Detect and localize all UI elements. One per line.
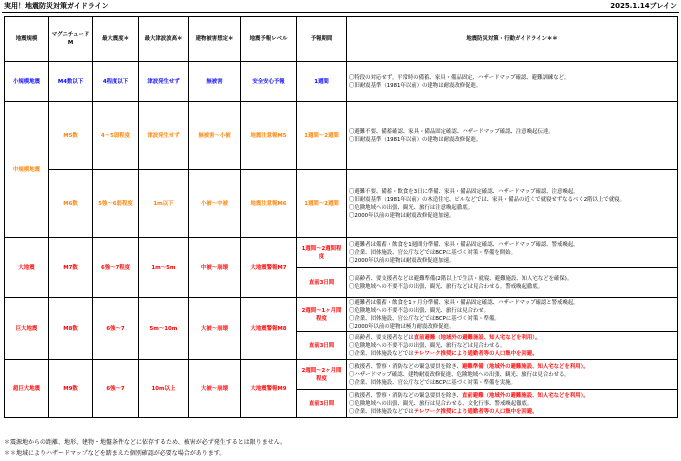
guide-cell bbox=[347, 170, 678, 238]
guide-cell bbox=[347, 332, 678, 360]
col-magnitude: マグニチュードM bbox=[49, 17, 93, 62]
guide-cell bbox=[347, 360, 678, 390]
tsunami-cell: 10m以上 bbox=[139, 360, 189, 418]
col-period: 予報期間 bbox=[297, 17, 347, 62]
mag-cell: M5数 bbox=[49, 102, 93, 170]
guide-line: 〇ハザードマップ確認、建物耐震改修促進、危険地域への出張、観光、旅行は見合わせる。 bbox=[349, 371, 570, 378]
scale-cell: 巨大地震 bbox=[5, 298, 49, 360]
period-cell: 1週間～2週間 bbox=[297, 102, 347, 170]
table-row bbox=[5, 102, 678, 170]
footnote-2: ＊＊地域によりハザードマップなどを踏まえた個別確認が必要な場合があります。 bbox=[4, 450, 226, 457]
mag-cell: M9数 bbox=[49, 360, 93, 418]
guide-line bbox=[349, 392, 675, 400]
tsunami-cell: 5m～10m bbox=[139, 298, 189, 360]
guide-line: 〇特段の対応せず。平常時の備蓄、家具・備品固定、ハザードマップ確認、避難訓練など。 bbox=[349, 74, 570, 81]
tsunami-cell: 1m～5m bbox=[139, 238, 189, 298]
period-cell: 直前3日間 bbox=[297, 268, 347, 298]
guide-line: 〇旧耐震基準（1981年以前）の建物は耐震改修促進。 bbox=[349, 82, 482, 89]
intensity-cell: 4～5弱程度 bbox=[93, 102, 139, 170]
guide-line: 〇危険地域への出張、観光、旅行は注意喚起徹底。 bbox=[349, 204, 473, 211]
guide-line: 〇企業、団体施設、官公庁などではBCPに基づく対策・準備。 bbox=[349, 315, 500, 322]
mag-cell: M7数 bbox=[49, 238, 93, 298]
damage-cell: 小被～中被 bbox=[189, 170, 241, 238]
guide-highlight: テレワーク推奨により通勤者等の人口集中を回避。 bbox=[413, 350, 538, 357]
guide-line: 〇高齢者、要支援者などは避難準備(2階以上で生活・就寝、避難施設、知人宅などを確保)。 bbox=[349, 275, 573, 282]
intensity-cell: 6強～7程度 bbox=[93, 238, 139, 298]
guide-line: 〇危険地域への不要不急の出張、観光、旅行などは見合わせる。警戒喚起徹底。 bbox=[349, 283, 544, 290]
guide-line: 〇危険地域への出張、観光、旅行は見合わせる、文化行事、警戒喚起徹底。 bbox=[349, 400, 533, 407]
guide-line: 〇危険地域への不要不急の出張、観光、旅行などは見合わせる。 bbox=[349, 342, 506, 349]
guide-line: 〇避難者は備蓄・飲食を1ヶ月分準備、家具・備品固定確認、ハザードマップ確認と警戒喚起。 bbox=[349, 299, 579, 306]
damage-cell: 中被～崩壊 bbox=[189, 238, 241, 298]
damage-cell: 無被害～小被 bbox=[189, 102, 241, 170]
mag-cell: M8数 bbox=[49, 298, 93, 360]
guide-highlight: 避難準備（地域外の避難施設、知人宅などを利用）。 bbox=[462, 363, 589, 370]
damage-cell: 大被～崩壊 bbox=[189, 298, 241, 360]
guide-line: 〇避難不要、備蓄確認、家具・備品固定確認、ハザードマップ確認、注意喚起伝達。 bbox=[349, 128, 554, 135]
guide-line: 〇旧耐震基準（1981年以前）の建物は耐震改修促進。 bbox=[349, 136, 482, 143]
guide-cell bbox=[347, 298, 678, 332]
col-guide: 地震防災対策・行動ガイドライン＊＊ bbox=[347, 17, 678, 62]
table-row bbox=[5, 298, 678, 332]
alert-cell: 地震注意報M6 bbox=[241, 170, 297, 238]
period-cell: 1週間～2週間程度 bbox=[297, 238, 347, 268]
period-cell: 2週間～2ヶ月間程度 bbox=[297, 360, 347, 390]
guide-line bbox=[349, 408, 675, 416]
alert-cell: 安全安心予報 bbox=[241, 62, 297, 102]
header-bar bbox=[2, 0, 679, 13]
period-cell: 1週間～2週間 bbox=[297, 170, 347, 238]
guide-line: 〇2000年以前の建物は耐震改修促進加速。 bbox=[349, 257, 455, 264]
scale-cell: 小規模地震 bbox=[5, 62, 49, 102]
tsunami-cell: 1m以下 bbox=[139, 170, 189, 238]
col-scale: 地震規模 bbox=[5, 17, 49, 62]
scale-cell: 大地震 bbox=[5, 238, 49, 298]
guide-line bbox=[349, 363, 675, 371]
table-row bbox=[5, 62, 678, 102]
alert-cell: 大地震警報M8 bbox=[241, 298, 297, 360]
guide-line: 〇企業、団体施設、官公庁などではBCPに基づく対策・準備を実施。 bbox=[349, 379, 516, 386]
table-row bbox=[5, 238, 678, 268]
guide-line: 〇企業、団体施設、官公庁などではBCPに基づく対策・準備を開始。 bbox=[349, 249, 516, 256]
col-tsunami: 最大津波波高＊ bbox=[139, 17, 189, 62]
guide-cell bbox=[347, 390, 678, 418]
period-cell: 直前3日間 bbox=[297, 332, 347, 360]
guide-text: 〇企業、団体施設などでは bbox=[349, 350, 414, 357]
damage-cell: 大被～崩壊 bbox=[189, 360, 241, 418]
col-alert: 地震予報レベル bbox=[241, 17, 297, 62]
page-title: 実用！地震防災対策ガイドライン bbox=[4, 2, 109, 10]
intensity-cell: 5強～6弱程度 bbox=[93, 170, 139, 238]
intensity-cell: 6強～7 bbox=[93, 360, 139, 418]
guide-highlight: テレワーク推奨により通勤者等の人口集中を回避。 bbox=[413, 408, 538, 415]
guide-highlight: 直前避難（地域外の避難施設、知人宅などを利用）。 bbox=[413, 334, 541, 341]
alert-cell: 大地震警報M9 bbox=[241, 360, 297, 418]
guide-text: 〇救援者、警察・消防などの緊急要員を除き、 bbox=[349, 392, 462, 399]
header-date: 2025.1.14ブレイン bbox=[610, 2, 677, 10]
mag-cell: M4数以下 bbox=[49, 62, 93, 102]
col-damage: 建物被害想定＊ bbox=[189, 17, 241, 62]
guide-cell bbox=[347, 62, 678, 102]
guide-line: 〇旧耐震基準（1981年以前）の木造住宅、ビルなどでは、家具・備品の近くで就寝せずなるべく2階以上で就寝。 bbox=[349, 196, 625, 203]
guide-line: 〇避難者は備蓄・飲食を1週間分準備、家具・備品固定確認、ハザードマップ確認、警戒喚起。 bbox=[349, 241, 579, 248]
guide-line bbox=[349, 350, 675, 358]
intensity-cell: 6強～7 bbox=[93, 298, 139, 360]
period-cell: 2週間～1ヶ月間程度 bbox=[297, 298, 347, 332]
guide-text: 〇高齢者、要支援者などは bbox=[349, 334, 414, 341]
guide-line: 〇危険地域への不要不急の出張、観光、旅行は見合わせ。 bbox=[349, 307, 489, 314]
guide-line bbox=[349, 334, 675, 342]
alert-cell: 地震注意報M5 bbox=[241, 102, 297, 170]
guide-highlight: 直前避難（地域外の避難施設、知人宅などを利用）。 bbox=[462, 392, 589, 399]
mag-cell: M6数 bbox=[49, 170, 93, 238]
damage-cell: 無被害 bbox=[189, 62, 241, 102]
guide-text: 〇救援者、警察・消防などの緊急要員を除き、 bbox=[349, 363, 462, 370]
guide-cell bbox=[347, 102, 678, 170]
period-cell: 1週間 bbox=[297, 62, 347, 102]
alert-cell: 大地震警報M7 bbox=[241, 238, 297, 298]
guide-line: 〇2000年以前の建物は極力耐震改修促進。 bbox=[349, 323, 455, 330]
guideline-table bbox=[4, 16, 678, 418]
table-row bbox=[5, 170, 678, 238]
col-intensity: 最大震度＊ bbox=[93, 17, 139, 62]
scale-cell: 中規模地震 bbox=[5, 102, 49, 238]
table-row bbox=[5, 360, 678, 390]
guide-line: 〇2000年以前の建物は耐震改修促進加速。 bbox=[349, 212, 455, 219]
guide-line: 〇避難不要、備蓄・飲食を3日に準備、家具・備品固定確認、ハザードマップ確認、注意喚起。 bbox=[349, 188, 579, 195]
guide-cell bbox=[347, 238, 678, 268]
guide-text: 〇企業、団体施設などでは bbox=[349, 408, 414, 415]
tsunami-cell: 津波発生せず bbox=[139, 62, 189, 102]
intensity-cell: 4程度以下 bbox=[93, 62, 139, 102]
footnote-1: ＊震源地からの距離、地形、建物・地盤条件などに依存するため、被害が必ず発生するとは限りません。 bbox=[4, 439, 287, 446]
table-header-row bbox=[5, 17, 678, 62]
period-cell: 直前3日間 bbox=[297, 390, 347, 418]
guide-cell bbox=[347, 268, 678, 298]
tsunami-cell: 津波発生せず bbox=[139, 102, 189, 170]
scale-cell: 超巨大地震 bbox=[5, 360, 49, 418]
